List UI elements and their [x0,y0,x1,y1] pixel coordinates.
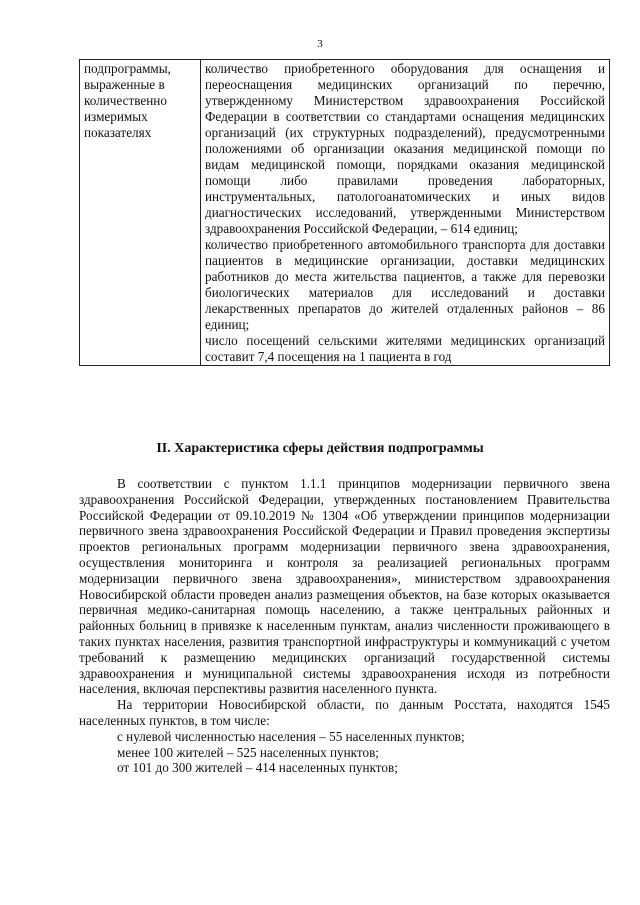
list-item: с нулевой численностью населения – 55 населенных пунктов; [117,728,465,744]
indicators-table [79,59,610,366]
table-cell-label: подпрограммы, выраженные в количественно измеримых показателях [80,60,201,366]
table-paragraph: количество приобретенного оборудования для оснащения и переоснащения медицинских организаций по перечню, утвержденному Министерством здравоохранения Российской Федерации в соответствии со стандартами оснащения медицинских организаций (их структурных подразделений), предусмотренными положениями об организации оказания медицинской помощи по видам медицинской помощи, порядками оказания медицинской помощи либо правилами проведения лабораторных, инструментальных, патологоанатомических и иных видов диагностических исследований, утвержденными Министерством здравоохранения Российской Федерации, – 614 единиц; [205,61,605,236]
indicators-table-container [79,59,610,366]
list-item: менее 100 жителей – 525 населенных пунктов; [117,744,379,760]
table-row [80,60,610,366]
table-paragraph: количество приобретенного автомобильного транспорта для доставки пациентов в медицинские организации, доставки медицинских работников до места жительства пациентов, а также для перевозки биологических материалов для исследований и доставки лекарственных препаратов до жителей отдаленных районов – 86 единиц; [205,237,605,332]
section-title: II. Характеристика сферы действия подпрограммы [156,441,484,456]
table-paragraph: число посещений сельскими жителями медицинских организаций составит 7,4 посещения на 1 пациента в год [205,333,605,364]
table-cell-content [201,60,610,366]
body-paragraph: В соответствии с пунктом 1.1.1 принципов модернизации первичного звена здравоохранения Российской Федерации, утвержденных постановлением Правительства Российской Федерации от 09.10.2019 № 1304 «Об утверждении принципов модернизации первичного звена здравоохранения Российской Федерации и Правил проведения экспертизы проектов региональных программ модернизации первичного звена здравоохранения, осуществления мониторинга и контроля за реализацией региональных программ модернизации первичного звена здравоохранения», министерством здравоохранения Новосибирской области проведен анализ размещения объектов, на базе которых оказывается первичная медико-санитарная помощь населению, а также центральных районных и районных больниц в привязке к населенным пунктам, анализ численности проживающего в таких пунктах населения, развития транспортной инфраструктуры и коммуникаций с учетом требований к размещению медицинских организаций государственной системы здравоохранения и муниципальной системы здравоохранения исходя из потребности населения, включая перспективы развития населенного пункта. [79,476,610,697]
page-number: 3 [317,38,323,50]
list-item: от 101 до 300 жителей – 414 населенных пунктов; [117,760,398,776]
body-paragraph: На территории Новосибирской области, по данным Росстата, находятся 1545 населенных пунктов, в том числе: [79,697,610,728]
body-text [79,476,610,776]
